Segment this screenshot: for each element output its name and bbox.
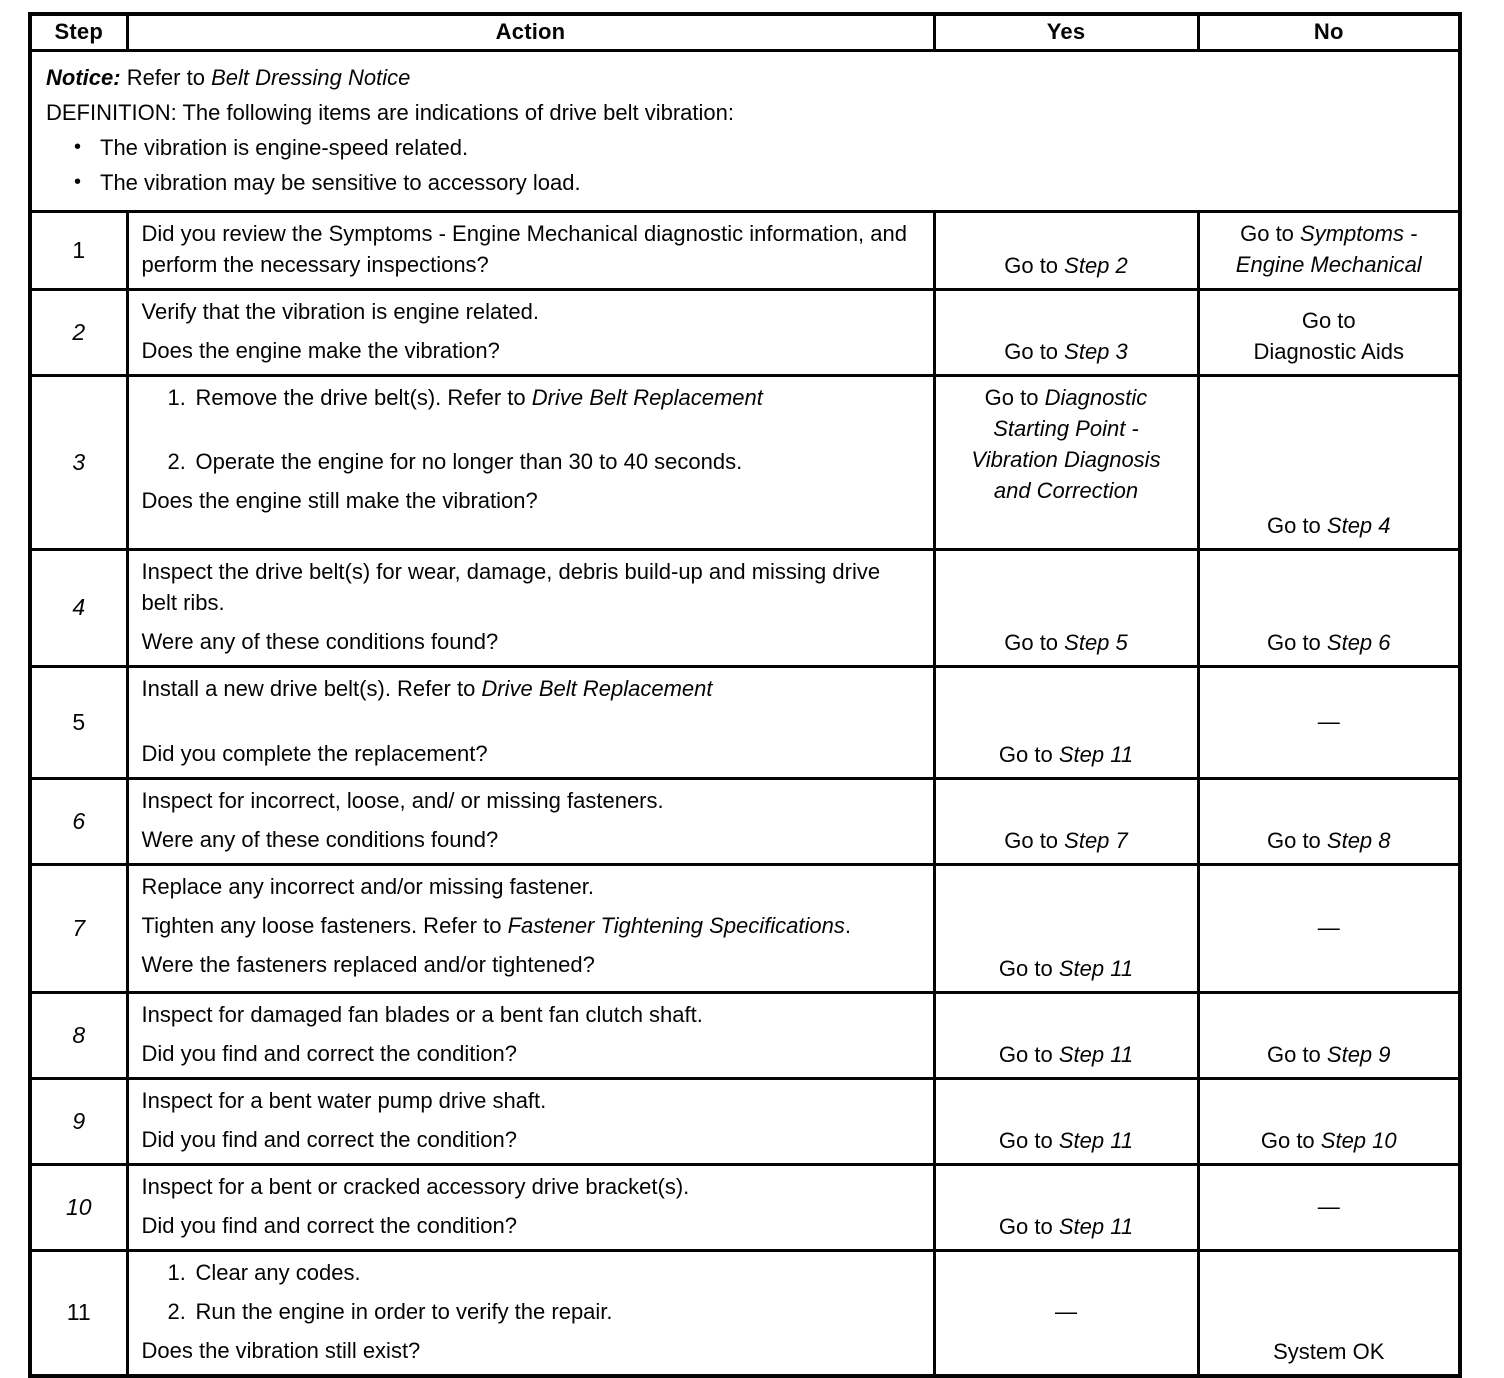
text-segment: Did you complete the replacement? xyxy=(141,740,488,766)
step-number-cell: 3 xyxy=(30,375,127,549)
text-segment: Diagnostic Aids xyxy=(1253,338,1404,364)
yes-cell xyxy=(934,992,1198,1078)
step-number-cell: 4 xyxy=(30,549,127,666)
cell-line xyxy=(944,825,1189,856)
action-paragraph xyxy=(142,485,921,516)
action-cell xyxy=(127,1164,934,1250)
text-segment: Go to xyxy=(1301,307,1356,333)
table-row xyxy=(30,1250,1460,1376)
header-row xyxy=(30,14,1460,50)
action-paragraph xyxy=(142,556,921,618)
action-paragraph xyxy=(142,1124,921,1155)
notice-line xyxy=(46,60,1446,95)
text-segment: Inspect for a bent or cracked accessory drive bracket(s). xyxy=(141,1173,690,1199)
text-segment: Go to xyxy=(1266,512,1327,538)
no-cell xyxy=(1198,211,1460,289)
text-segment: Go to xyxy=(1004,252,1065,278)
text-segment: Step 10 xyxy=(1320,1127,1397,1153)
action-cell xyxy=(127,864,934,992)
col-header-action: Action xyxy=(127,14,934,50)
yes-cell xyxy=(934,549,1198,666)
action-paragraph xyxy=(142,1038,921,1069)
yes-cell xyxy=(934,375,1198,549)
text-segment: Diagnostic xyxy=(1044,384,1148,410)
table-row xyxy=(30,289,1460,375)
cell-line xyxy=(1208,912,1451,943)
paragraph-text xyxy=(196,382,921,413)
text-segment: Did you find and correct the condition? xyxy=(141,1212,517,1238)
text-segment: Does the engine still make the vibration? xyxy=(141,487,538,513)
step-number-cell: 2 xyxy=(30,289,127,375)
action-paragraph xyxy=(142,738,921,769)
text-segment: Inspect for incorrect, loose, and/ or missing fasteners. xyxy=(141,787,664,813)
no-cell xyxy=(1198,1164,1460,1250)
yes-cell xyxy=(934,1250,1198,1376)
cell-line xyxy=(1208,305,1451,336)
text-segment: Go to xyxy=(998,1127,1059,1153)
action-paragraph xyxy=(142,785,921,816)
action-paragraph xyxy=(142,824,921,855)
text-segment: Engine Mechanical xyxy=(1235,252,1422,277)
no-cell xyxy=(1198,666,1460,778)
text-segment: Drive Belt Replacement xyxy=(481,675,713,701)
action-cell xyxy=(127,992,934,1078)
text-segment: Step 9 xyxy=(1326,1041,1391,1067)
text-segment: Go to xyxy=(1266,827,1327,853)
text-segment: Symptoms - xyxy=(1300,221,1418,246)
step-number-cell: 10 xyxy=(30,1164,127,1250)
text-segment: Were any of these conditions found? xyxy=(141,628,499,654)
text-segment: — xyxy=(1317,708,1340,734)
text-segment: Step 11 xyxy=(1058,741,1134,767)
cell-line xyxy=(944,1039,1189,1070)
text-segment: Go to xyxy=(998,1041,1059,1067)
notice-bullet-item xyxy=(46,165,1446,200)
paragraph-text xyxy=(196,1257,921,1288)
text-segment: Go to xyxy=(1004,827,1065,853)
text-segment: Step 5 xyxy=(1064,629,1128,655)
bullet-icon: • xyxy=(74,170,82,193)
yes-cell xyxy=(934,289,1198,375)
diagnostic-table xyxy=(28,12,1462,1378)
cell-line xyxy=(944,1296,1189,1327)
text-segment: — xyxy=(1055,1299,1077,1324)
text-segment: Go to xyxy=(1004,338,1065,364)
list-number: 2. xyxy=(167,448,186,474)
text-segment: Go to xyxy=(1240,221,1301,246)
cell-line xyxy=(1208,1125,1451,1156)
cell-line xyxy=(1208,1039,1451,1070)
cell-line xyxy=(944,444,1189,475)
notice-line xyxy=(46,95,1446,130)
action-paragraph xyxy=(142,335,921,366)
cell-line xyxy=(1208,825,1451,856)
cell-line xyxy=(1208,1336,1451,1367)
list-number: 1. xyxy=(167,1259,186,1285)
cell-line xyxy=(1208,1191,1451,1222)
action-cell xyxy=(127,211,934,289)
list-number: 1. xyxy=(167,384,186,410)
text-segment: Did you find and correct the condition? xyxy=(141,1126,517,1152)
text-segment: Go to xyxy=(998,955,1059,981)
yes-cell xyxy=(934,1078,1198,1164)
text-segment: Refer to xyxy=(126,64,212,90)
text-segment: Step 4 xyxy=(1326,512,1391,538)
text-segment: Step 11 xyxy=(1058,1213,1134,1239)
notice-bullet-item xyxy=(46,130,1446,165)
text-segment: Go to xyxy=(984,384,1045,410)
step-number-cell: 1 xyxy=(30,211,127,289)
paragraph-text xyxy=(196,446,921,477)
col-header-step: Step xyxy=(30,14,127,50)
cell-line xyxy=(944,250,1189,281)
step-number-cell: 11 xyxy=(30,1250,127,1376)
action-paragraph xyxy=(142,999,921,1030)
action-cell xyxy=(127,375,934,549)
text-segment: Go to xyxy=(1266,629,1327,655)
action-paragraph xyxy=(142,949,921,980)
table-row xyxy=(30,1078,1460,1164)
action-paragraph xyxy=(142,1210,921,1241)
action-cell xyxy=(127,289,934,375)
text-segment: Install a new drive belt(s). Refer to xyxy=(141,675,482,701)
action-cell xyxy=(127,666,934,778)
table-row xyxy=(30,992,1460,1078)
paragraph-text xyxy=(196,1296,921,1327)
action-cell xyxy=(127,549,934,666)
table-row xyxy=(30,549,1460,666)
cell-line xyxy=(1208,706,1451,737)
table-row xyxy=(30,375,1460,549)
text-segment: System OK xyxy=(1273,1338,1385,1364)
action-paragraph xyxy=(142,910,921,941)
text-segment: Tighten any loose fasteners. Refer to xyxy=(141,912,508,938)
text-segment: Were any of these conditions found? xyxy=(141,826,499,852)
text-segment: Step 3 xyxy=(1064,338,1128,364)
text-segment: The vibration may be sensitive to accessory load. xyxy=(100,169,581,195)
text-segment: Notice: xyxy=(46,64,127,90)
text-segment: Step 11 xyxy=(1058,1127,1134,1153)
table-row xyxy=(30,1164,1460,1250)
text-segment: Vibration Diagnosis xyxy=(971,446,1161,472)
action-paragraph xyxy=(142,218,921,280)
cell-line xyxy=(944,1125,1189,1156)
text-segment: Operate the engine for no longer than 30 to 40 seconds. xyxy=(195,448,743,474)
text-segment: — xyxy=(1317,1193,1340,1219)
action-cell xyxy=(127,1250,934,1376)
action-cell xyxy=(127,1078,934,1164)
cell-line xyxy=(1208,336,1451,367)
table-row xyxy=(30,864,1460,992)
action-paragraph xyxy=(142,1085,921,1116)
text-segment: Clear any codes. xyxy=(195,1259,361,1285)
no-cell xyxy=(1198,778,1460,864)
yes-cell xyxy=(934,211,1198,289)
step-number-cell: 5 xyxy=(30,666,127,778)
action-paragraph xyxy=(142,871,921,902)
no-cell xyxy=(1198,864,1460,992)
text-segment: Step 6 xyxy=(1326,629,1391,655)
table-row xyxy=(30,211,1460,289)
step-number-cell: 8 xyxy=(30,992,127,1078)
action-paragraph xyxy=(142,1335,921,1366)
cell-line xyxy=(944,475,1189,506)
text-segment: Go to xyxy=(1004,629,1065,655)
cell-line xyxy=(944,739,1189,770)
bullet-text xyxy=(100,165,581,200)
notice-row xyxy=(30,50,1460,211)
cell-line xyxy=(944,382,1189,413)
action-cell xyxy=(127,778,934,864)
list-number: 2. xyxy=(167,1298,186,1324)
cell-line xyxy=(1208,249,1451,280)
text-segment: Remove the drive belt(s). Refer to xyxy=(195,384,532,410)
text-segment: Does the engine make the vibration? xyxy=(141,337,500,363)
text-segment: Run the engine in order to verify the repair. xyxy=(195,1298,613,1324)
no-cell xyxy=(1198,375,1460,549)
text-segment: Step 11 xyxy=(1058,955,1134,981)
text-segment: Fastener Tightening Specifications xyxy=(507,912,845,938)
text-segment: — xyxy=(1317,914,1340,940)
cell-line xyxy=(1208,218,1451,249)
text-segment: Inspect for damaged fan blades or a bent fan clutch shaft. xyxy=(141,1001,703,1027)
cell-line xyxy=(944,627,1189,658)
cell-line xyxy=(944,1211,1189,1242)
table-row xyxy=(30,666,1460,778)
text-segment: and Correction xyxy=(993,477,1139,503)
action-paragraph xyxy=(142,1171,921,1202)
action-paragraph xyxy=(142,382,921,413)
no-cell xyxy=(1198,992,1460,1078)
yes-cell xyxy=(934,778,1198,864)
text-segment: Go to xyxy=(1260,1127,1321,1153)
text-segment: Did you find and correct the condition? xyxy=(141,1040,517,1066)
action-paragraph xyxy=(142,1257,921,1288)
cell-line xyxy=(1208,627,1451,658)
cell-line xyxy=(944,336,1189,367)
text-segment: DEFINITION: The following items are indications of drive belt vibration: xyxy=(46,99,734,125)
text-segment: Replace any incorrect and/or missing fastener. xyxy=(141,873,594,899)
no-cell xyxy=(1198,289,1460,375)
step-number-cell: 7 xyxy=(30,864,127,992)
yes-cell xyxy=(934,1164,1198,1250)
text-segment: Verify that the vibration is engine related. xyxy=(141,298,539,324)
action-paragraph xyxy=(142,673,921,704)
no-cell xyxy=(1198,1078,1460,1164)
text-segment: Inspect the drive belt(s) for wear, damage, debris build-up and missing drive belt ribs. xyxy=(141,558,881,615)
no-cell xyxy=(1198,549,1460,666)
col-header-no: No xyxy=(1198,14,1460,50)
step-number-cell: 6 xyxy=(30,778,127,864)
cell-line xyxy=(944,953,1189,984)
action-paragraph xyxy=(142,626,921,657)
yes-cell xyxy=(934,666,1198,778)
no-cell xyxy=(1198,1250,1460,1376)
text-segment: Step 8 xyxy=(1326,827,1391,853)
document-page xyxy=(28,12,1462,1378)
text-segment: . xyxy=(844,912,852,938)
bullet-text xyxy=(100,130,468,165)
action-paragraph xyxy=(142,1296,921,1327)
col-header-yes: Yes xyxy=(934,14,1198,50)
cell-line xyxy=(944,413,1189,444)
cell-line xyxy=(1208,510,1451,541)
text-segment: Starting Point - xyxy=(993,415,1139,441)
action-paragraph xyxy=(142,296,921,327)
table-row xyxy=(30,778,1460,864)
text-segment: The vibration is engine-speed related. xyxy=(100,134,469,160)
action-paragraph xyxy=(142,446,921,477)
text-segment: Step 7 xyxy=(1064,827,1128,853)
text-segment: Step 2 xyxy=(1064,252,1128,278)
bullet-icon: • xyxy=(74,135,82,158)
text-segment: Go to xyxy=(1266,1041,1327,1067)
text-segment: Belt Dressing Notice xyxy=(211,64,411,90)
step-number-cell: 9 xyxy=(30,1078,127,1164)
text-segment: Drive Belt Replacement xyxy=(531,384,763,410)
text-segment: Did you review the Symptoms - Engine Mechanical diagnostic information, and perform the necessary inspections? xyxy=(141,220,907,277)
text-segment: Inspect for a bent water pump drive shaft. xyxy=(141,1087,547,1113)
text-segment: Go to xyxy=(998,1213,1059,1239)
text-segment: Go to xyxy=(998,741,1059,767)
text-segment: Does the vibration still exist? xyxy=(141,1337,421,1363)
text-segment: Were the fasteners replaced and/or tightened? xyxy=(141,951,595,977)
notice-cell xyxy=(30,50,1460,211)
yes-cell xyxy=(934,864,1198,992)
text-segment: Step 11 xyxy=(1058,1041,1134,1067)
